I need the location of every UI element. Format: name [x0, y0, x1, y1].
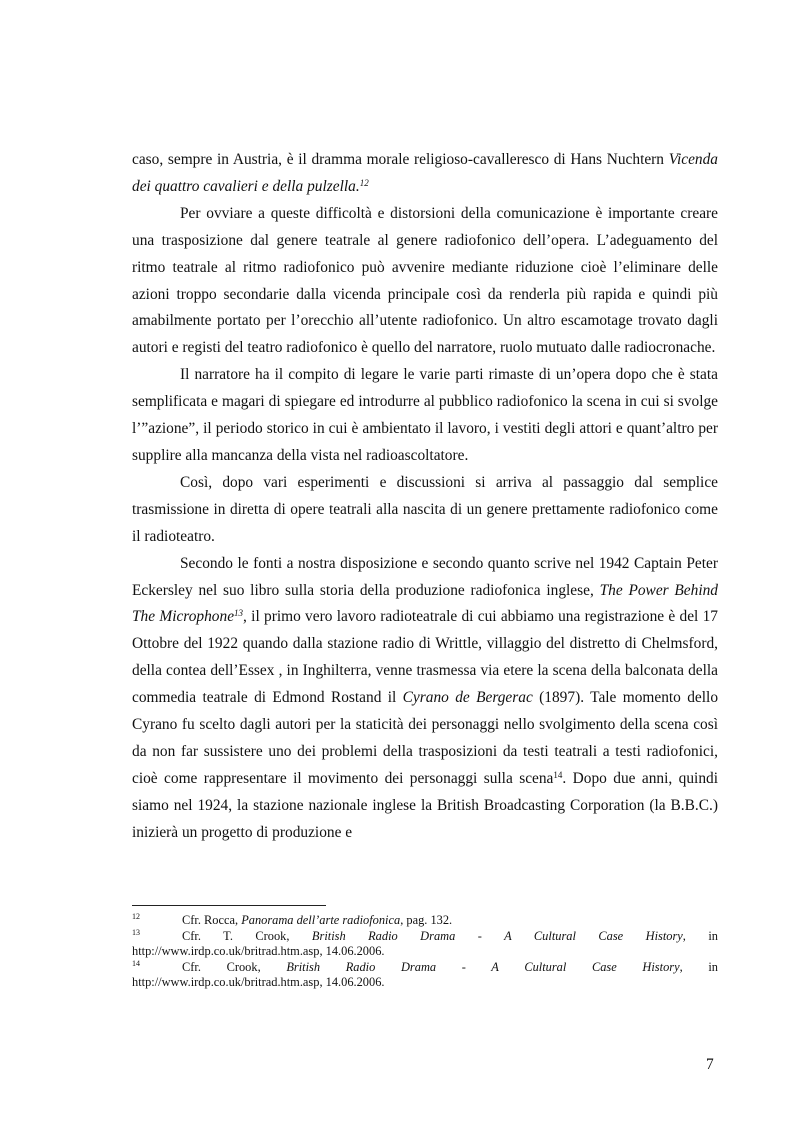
paragraph	[132, 201, 718, 362]
footnote-text: , in	[682, 928, 718, 943]
footnote-text: Cfr. Rocca,	[182, 913, 242, 927]
footnote-ref: 13	[234, 608, 244, 619]
paragraph	[132, 147, 718, 201]
footnote-url: http://www.irdp.co.uk/britrad.htm.asp, 14.06.2006.	[132, 944, 385, 958]
paragraph	[132, 470, 718, 551]
paragraph	[132, 551, 718, 847]
text-run: caso, sempre in Austria, è il dramma morale religioso-cavalleresco di Hans Nuchtern	[132, 151, 669, 168]
footnote-text: Cfr. T. Crook,	[182, 928, 312, 943]
footnotes	[132, 913, 718, 991]
footnote-text: , pag. 132.	[400, 913, 453, 927]
footnote-ref: 12	[359, 177, 369, 188]
text-run: (1897). Tale momento dello Cyrano fu scelto dagli autori per la staticità dei personaggi nello svolgimento della scena così da non far sussistere uno dei problemi della trasposizioni da testi teatrali a testi radiofonici, cioè come rappresentare il movimento dei personaggi sulla scena	[132, 689, 719, 787]
footnote: 12 Cfr. Rocca, Panorama dell’arte radiofonica, pag. 132.	[132, 912, 453, 927]
footnote-url: http://www.irdp.co.uk/britrad.htm.asp, 14.06.2006.	[132, 975, 385, 989]
page-number: 7	[706, 1056, 714, 1073]
footnote-separator	[132, 905, 326, 906]
text-run: Per ovviare a queste difficoltà e distorsioni della comunicazione è importante creare una trasposizione dal genere teatrale al genere radiofonico dell’opera. L’adeguamento del ritmo teatrale al ritmo radiofonico può avvenire mediante riduzione cioè l’eliminare delle azioni troppo secondarie dalla vicenda principale così da renderla più rapida e quindi più amabilmente portato per l’orecchio all’utente radiofonico. Un altro escamotage trovato dagli autori e registi del teatro radiofonico è quello del narratore, ruolo mutuato dalle radiocronache.	[132, 204, 718, 357]
footnote-text: , in	[679, 959, 718, 974]
italic-title: The Power Behind The Microphone	[132, 581, 719, 626]
footnote-italic: Panorama dell’arte radiofonica	[241, 913, 401, 927]
text-run: . Dopo due anni, quindi siamo nel 1924, la stazione nazionale inglese la British Broadcasting Corporation (la B.B.C.) inizierà un progetto di produzione e	[132, 769, 718, 841]
footnote-ref: 14	[553, 769, 563, 780]
text-run: , il primo vero lavoro radioteatrale di cui abbiamo una registrazione è del 17 Ottobre del 1922 quando dalla stazione radio di Writtle, villaggio del distretto di Chelmsford, della contea dell’Essex , in Inghilterra, venne trasmessa via etere la scena della balconata della commedia teatrale di Edmond Rostand il	[132, 608, 718, 707]
footnote: 13 Cfr. T. Crook, British Radio Drama - A Cultural Case History, in	[132, 927, 718, 943]
footnote: 14 Cfr. Crook, British Radio Drama - A Cultural Case History, in	[132, 958, 718, 974]
paragraph	[132, 362, 718, 470]
text-run: Il narratore ha il compito di legare le varie parti rimaste di un’opera dopo che è stata semplificata e magari di spiegare ed introdurre al pubblico radiofonico la scena in cui si svolge l’”azione”, il periodo storico in cui è ambientato il lavoro, i vestiti degli attori e quant’altro per supplire alla mancanza della vista nel radioascoltatore.	[132, 366, 718, 464]
footnote-italic: British Radio Drama - A Cultural Case History	[311, 928, 683, 943]
footnote-italic: British Radio Drama - A Cultural Case History	[286, 959, 680, 974]
body-text	[132, 147, 718, 847]
italic-title: Cyrano de Bergerac	[402, 689, 533, 707]
footnote-text: Cfr. Crook,	[182, 959, 287, 974]
text-run: Così, dopo vari esperimenti e discussioni si arriva al passaggio dal semplice trasmissione in diretta di opere teatrali alla nascita di un genere prettamente radiofonico come il radioteatro.	[132, 473, 718, 545]
italic-title: Vicenda dei quattro cavalieri e della pulzella.	[132, 151, 718, 195]
text-run: Secondo le fonti a nostra disposizione e secondo quanto scrive nel 1942 Captain Peter Eckersley nel suo libro sulla storia della produzione radiofonica inglese,	[132, 554, 718, 599]
